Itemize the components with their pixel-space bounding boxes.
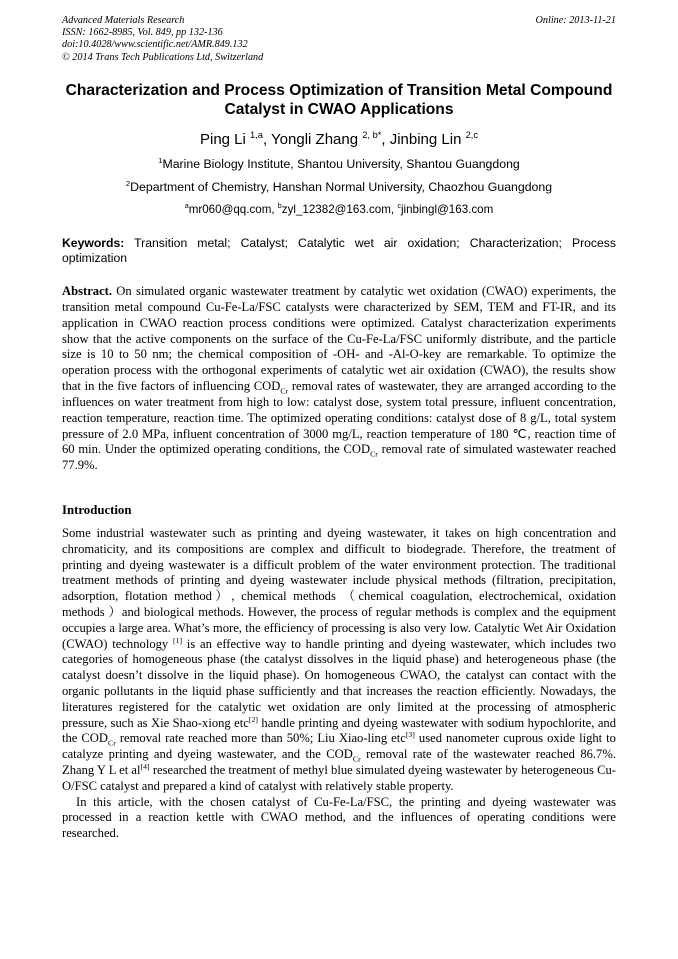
introduction-body <box>62 526 616 842</box>
body-text: is an effective way to handle printing and dyeing wastewater, which includes two categories of homogeneous phase (the catalyst dissolves in the liquid phase) and heterogeneous phase (the catalyst doesn’t dissolve in the liquid phase). On homogeneous CWAO, the catalyst can contact with the organic pollutants in the liquid phase sufficiently and that increases the reaction efficiently. Nowadays, the literatures registered for the catalytic wet oxidation are only limited at the processing of atmospheric pressure, such as Xie Shao-xiong etc <box>62 636 616 730</box>
author-name: Ping Li <box>199 131 251 148</box>
section-heading: Introduction <box>62 503 132 517</box>
body-text: removal rate of the wastewater reached 86.7%. Zhang Y L et al <box>62 747 616 777</box>
body-text: researched the treatment of methyl blue simulated dyeing wastewater by heterogeneous Cu-O/FSC catalyst and prepared a kind of catalyst with relatively stable property. <box>62 762 616 793</box>
email-address: jinbingl@163.com <box>400 203 494 216</box>
author-sup: 2,c <box>465 130 478 140</box>
author-line <box>62 131 616 149</box>
issn-line: ISSN: 1662-8985, Vol. 849, pp 132-136 <box>62 27 223 39</box>
citation-ref: [4] <box>140 761 150 771</box>
abstract-text: removal rate of simulated wastewater reached 77.9%. <box>62 442 616 473</box>
keywords-text: Transition metal; Catalyst; Catalytic wet air oxidation; Characterization; Process optimization <box>62 236 616 265</box>
body-text: handle printing and dyeing wastewater with sodium hypochlorite, and the COD <box>62 715 616 746</box>
author-sup: 2, b* <box>362 130 382 140</box>
abstract-text: removal rates of wastewater, they are arranged according to the influences on water treatment from high to low: catalyst dose, system total pressure, influent concentration, reaction temperature, reaction time. The optimized operating conditions: catalyst dose of 8 g/L, total system pressure of 2.0 MPa, influent concentration of 3000 mg/L, reaction temperature of 180 ℃, reaction time of 60 min. Under the optimized operating conditions, the COD <box>62 379 616 457</box>
journal-name: Advanced Materials Research <box>62 15 185 26</box>
subscript: Cr <box>280 386 289 396</box>
paper-title: Characterization and Process Optimization of Transition Metal Compound Catalyst in CWAO Applications <box>65 82 613 118</box>
affiliation-text: Department of Chemistry, Hanshan Normal University, Chaozhou Guangdong <box>130 180 553 194</box>
subscript: Cr <box>108 738 116 748</box>
author-separator: , <box>381 131 390 148</box>
author-name: Jinbing Lin <box>389 131 466 148</box>
online-date: Online: 2013-11-21 <box>535 15 616 26</box>
email-sup: c <box>397 201 401 211</box>
abstract-block <box>62 284 616 474</box>
affiliation-sup: 1 <box>158 155 163 165</box>
email-sup: b <box>277 201 282 211</box>
abstract-label: Abstract. <box>62 284 113 298</box>
journal-header <box>62 15 616 64</box>
email-line <box>62 202 616 217</box>
paragraph: In this article, with the chosen catalyst of Cu-Fe-La/FSC, the printing and dyeing wastewater was processed in a reaction kettle with CWAO method, and the influences of operating conditions were researched. <box>62 794 616 841</box>
affiliation-text: Marine Biology Institute, Shantou University, Shantou Guangdong <box>162 157 520 171</box>
affiliation-2 <box>62 180 616 195</box>
body-text: Some industrial wastewater such as printing and dyeing wastewater, it takes on high concentration and chromaticity, and its compositions are complex and difficult to biodegrade. Therefore, the treatment of printing and dyeing wastewater is a difficult problem of the water environment protection. The traditional treatment methods of printing and dyeing wastewater include physical methods (filtration, precipitation, adsorption, flotation method）, chemical methods （chemical coagulation, electrochemical, oxidation methods ）and biological methods. However, the process of regular methods is complex and the equipment occupies a large area. What’s more, the efficiency of processing is also very low. Catalytic Wet Air Oxidation (CWAO) technology <box>62 526 616 651</box>
doi-line: doi:10.4028/www.scientific.net/AMR.849.132 <box>62 39 248 51</box>
paragraph <box>62 526 616 795</box>
author-name: Yongli Zhang <box>271 131 363 148</box>
author-separator: , <box>262 131 272 148</box>
email-sup: a <box>184 201 189 211</box>
affiliation-sup: 2 <box>125 178 131 188</box>
email-address: zyl_12382@163.com, <box>281 203 398 216</box>
email-address: mr060@qq.com, <box>188 203 278 216</box>
copyright-line: © 2014 Trans Tech Publications Ltd, Switzerland <box>62 51 264 63</box>
body-text: used nanometer cuprous oxide light to catalyze printing and dyeing wastewater, and the COD <box>62 731 616 762</box>
keywords-label: Keywords: <box>62 236 125 250</box>
citation-ref: [1] <box>173 635 183 645</box>
subscript: Cr <box>370 449 378 459</box>
subscript: Cr <box>352 754 361 764</box>
keywords-block <box>62 236 616 266</box>
affiliation-1 <box>62 157 616 172</box>
body-text: removal rate reached more than 50%; Liu Xiao-ling etc <box>115 731 406 746</box>
author-sup: 1,a <box>250 130 263 140</box>
citation-ref: [3] <box>405 730 415 740</box>
abstract-text: On simulated organic wastewater treatment by catalytic wet oxidation (CWAO) experiments, the transition metal compound Cu-Fe-La/FSC catalysts were characterized by SEM, TEM and FT-IR, and its application in CWAO reaction process conditions were optimized. Catalyst characterization experiments show that the active components on the surface of the Cu-Fe-La/FSC uniformly distribute, and the particle size is 10 to 50 nm; the chemical composition of -OH- and -Al-O-key are remarkable. To optimize the operation process with the orthogonal experiments of catalytic wet air oxidation (CWAO), the results show that in the five factors of influencing COD <box>62 284 616 394</box>
citation-ref: [2] <box>248 714 258 724</box>
